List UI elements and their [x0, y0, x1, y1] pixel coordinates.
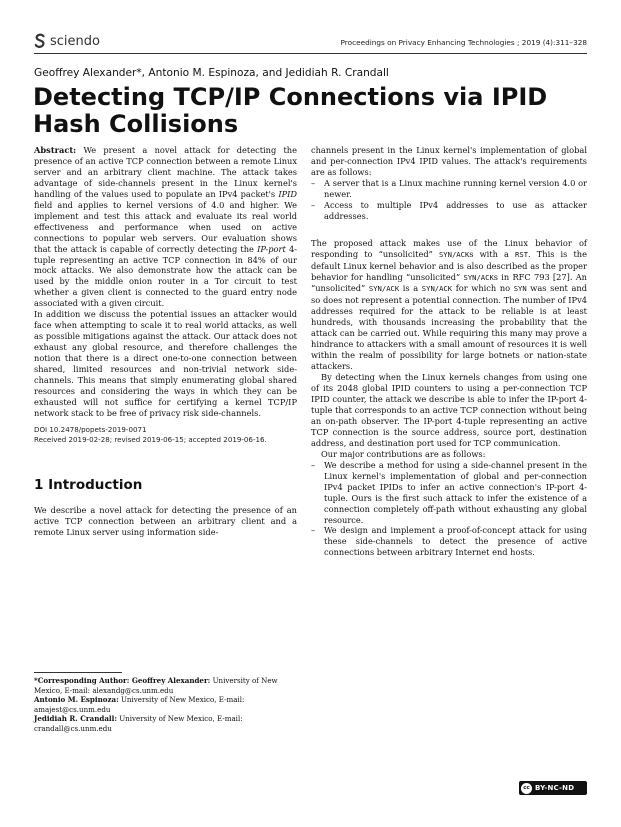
doi: DOI 10.2478/popets-2019-0071: [34, 424, 147, 434]
footnote: Antonio M. Espinoza: University of New Mexico, E-mail: amajest@cs.unm.edu: [34, 695, 245, 714]
requirements-list: [311, 178, 587, 222]
contributions-list: [311, 460, 587, 559]
brand-name: sciendo: [50, 33, 100, 49]
license-text: BY-NC-ND: [535, 784, 575, 792]
intro-paragraph: We describe a novel attack for detecting the presence of an active TCP connection between an arbitrary client and a remote Linux server using information side-: [34, 504, 297, 537]
section-heading: 1 Introduction: [34, 476, 143, 493]
sciendo-s-icon: [34, 33, 46, 49]
footnote: *Corresponding Author: Geoffrey Alexander: University of New Mexico, E-mail: alexandg@cs.unm.edu: [34, 676, 278, 695]
footnotes: [34, 676, 297, 734]
creative-commons-icon: cc: [521, 783, 532, 794]
journal-info: Proceedings on Privacy Enhancing Technologies ; 2019 (4):311–328: [340, 38, 587, 47]
abstract-label: Abstract:: [34, 145, 77, 155]
list-item: – We describe a method for using a side-channel present in the Linux kernel's implementation of global and per-connection IPv4 packet IPIDs to infer an active connection's IP-port 4-tuple. Ours is the first such attack to infer the existence of a connection completely off-path without exhausting any global resource.: [311, 460, 587, 526]
publisher-logo: [34, 31, 100, 51]
footnote-rule: [34, 672, 122, 673]
license-badge[interactable]: [519, 781, 587, 795]
received-dates: Received 2019-02-28; revised 2019-06-15; accepted 2019-06-16.: [34, 435, 267, 445]
left-column: [34, 145, 297, 538]
paper-title: Detecting TCP/IP Connections via IPID Hash Collisions: [33, 83, 548, 138]
list-item: – We design and implement a proof-of-concept attack for using these side-channels to detect the presence of active connections between arbitrary Internet end hosts.: [311, 525, 587, 558]
attack-paragraph: The proposed attack makes use of the Linux behavior of responding to “unsolicited” SYN/ACKs with a RST. This is the default Linux kernel behavior and is also described as the proper behavior for handling “unsolicited” SYN/ACKs in RFC 793 [27]. An “unsolicited” SYN/ACK is a SYN/ACK for which no SYN was sent and so does not represent a potential connection. The number of IPv4 addresses required for the attack to be reliable is at least hundreds, with thousands increasing the probability that the attack can be carried out. While requiring this many may prove a hindrance to attackers with a small amount of resources it is well within the realm of possibility for large botnets or nation-state attackers.: [311, 237, 588, 372]
detection-paragraph: By detecting when the Linux kernels changes from using one of its 2048 global IPID counters to using a per-connection TCP IPID counter, the attack we describe is able to infer the IP-port 4-tuple that corresponds to an active TCP connection without being an on-path observer. The IP-port 4-tuple representing an active TCP connection is the source address, source port, destination address, and destination port used for TCP communication.: [311, 372, 587, 448]
right-column: [311, 145, 587, 558]
list-item: – A server that is a Linux machine running kernel version 4.0 or newer.: [311, 178, 587, 200]
footnote: Jedidiah R. Crandall: University of New Mexico, E-mail: crandall@cs.unm.edu: [34, 714, 243, 733]
abstract-paragraph-1: Abstract: We present a novel attack for detecting the presence of an active TCP connection between a remote Linux server and an arbitrary client machine. The attack takes advantage of side-channels present in the Linux kernel's handling of the values used to populate an IPv4 packet's IPID field and applies to kernel versions of 4.0 and higher. We implement and test this attack and evaluate its real world effectiveness and performance when used on active connections to popular web servers. Our evaluation shows that the attack is capable of correctly detecting the IP-port 4-tuple representing an active TCP connection in 84% of our mock attacks. We also demonstrate how the attack can be used by the middle onion router in a Tor circuit to test whether a given client is connected to the guard entry node associated with a given circuit.: [34, 145, 298, 309]
contributions-intro: Our major contributions are as follows:: [321, 448, 486, 459]
abstract-paragraph-2: In addition we discuss the potential issues an attacker would face when attempting to scale it to real world attacks, as well as possible mitigations against the attack. Our attack does not exhaust any global resource, and therefore challenges the notion that there is a direct one-to-one connection between shared, limited resources and non-trivial network side-channels. This means that simply enumerating global shared resources and considering the ways in which they can be exhausted will not suffice for certifying a kernel TCP/IP network stack to be free of privacy risk side-channels.: [34, 309, 297, 418]
intro-continued: channels present in the Linux kernel's implementation of global and per-connection IPv4 IPID values. The attack's requirements are as follows:: [311, 145, 587, 177]
list-item: – Access to multiple IPv4 addresses to use as attacker addresses.: [311, 200, 587, 222]
author-list: Geoffrey Alexander*, Antonio M. Espinoza, and Jedidiah R. Crandall: [34, 67, 389, 79]
header-rule: [34, 53, 587, 54]
